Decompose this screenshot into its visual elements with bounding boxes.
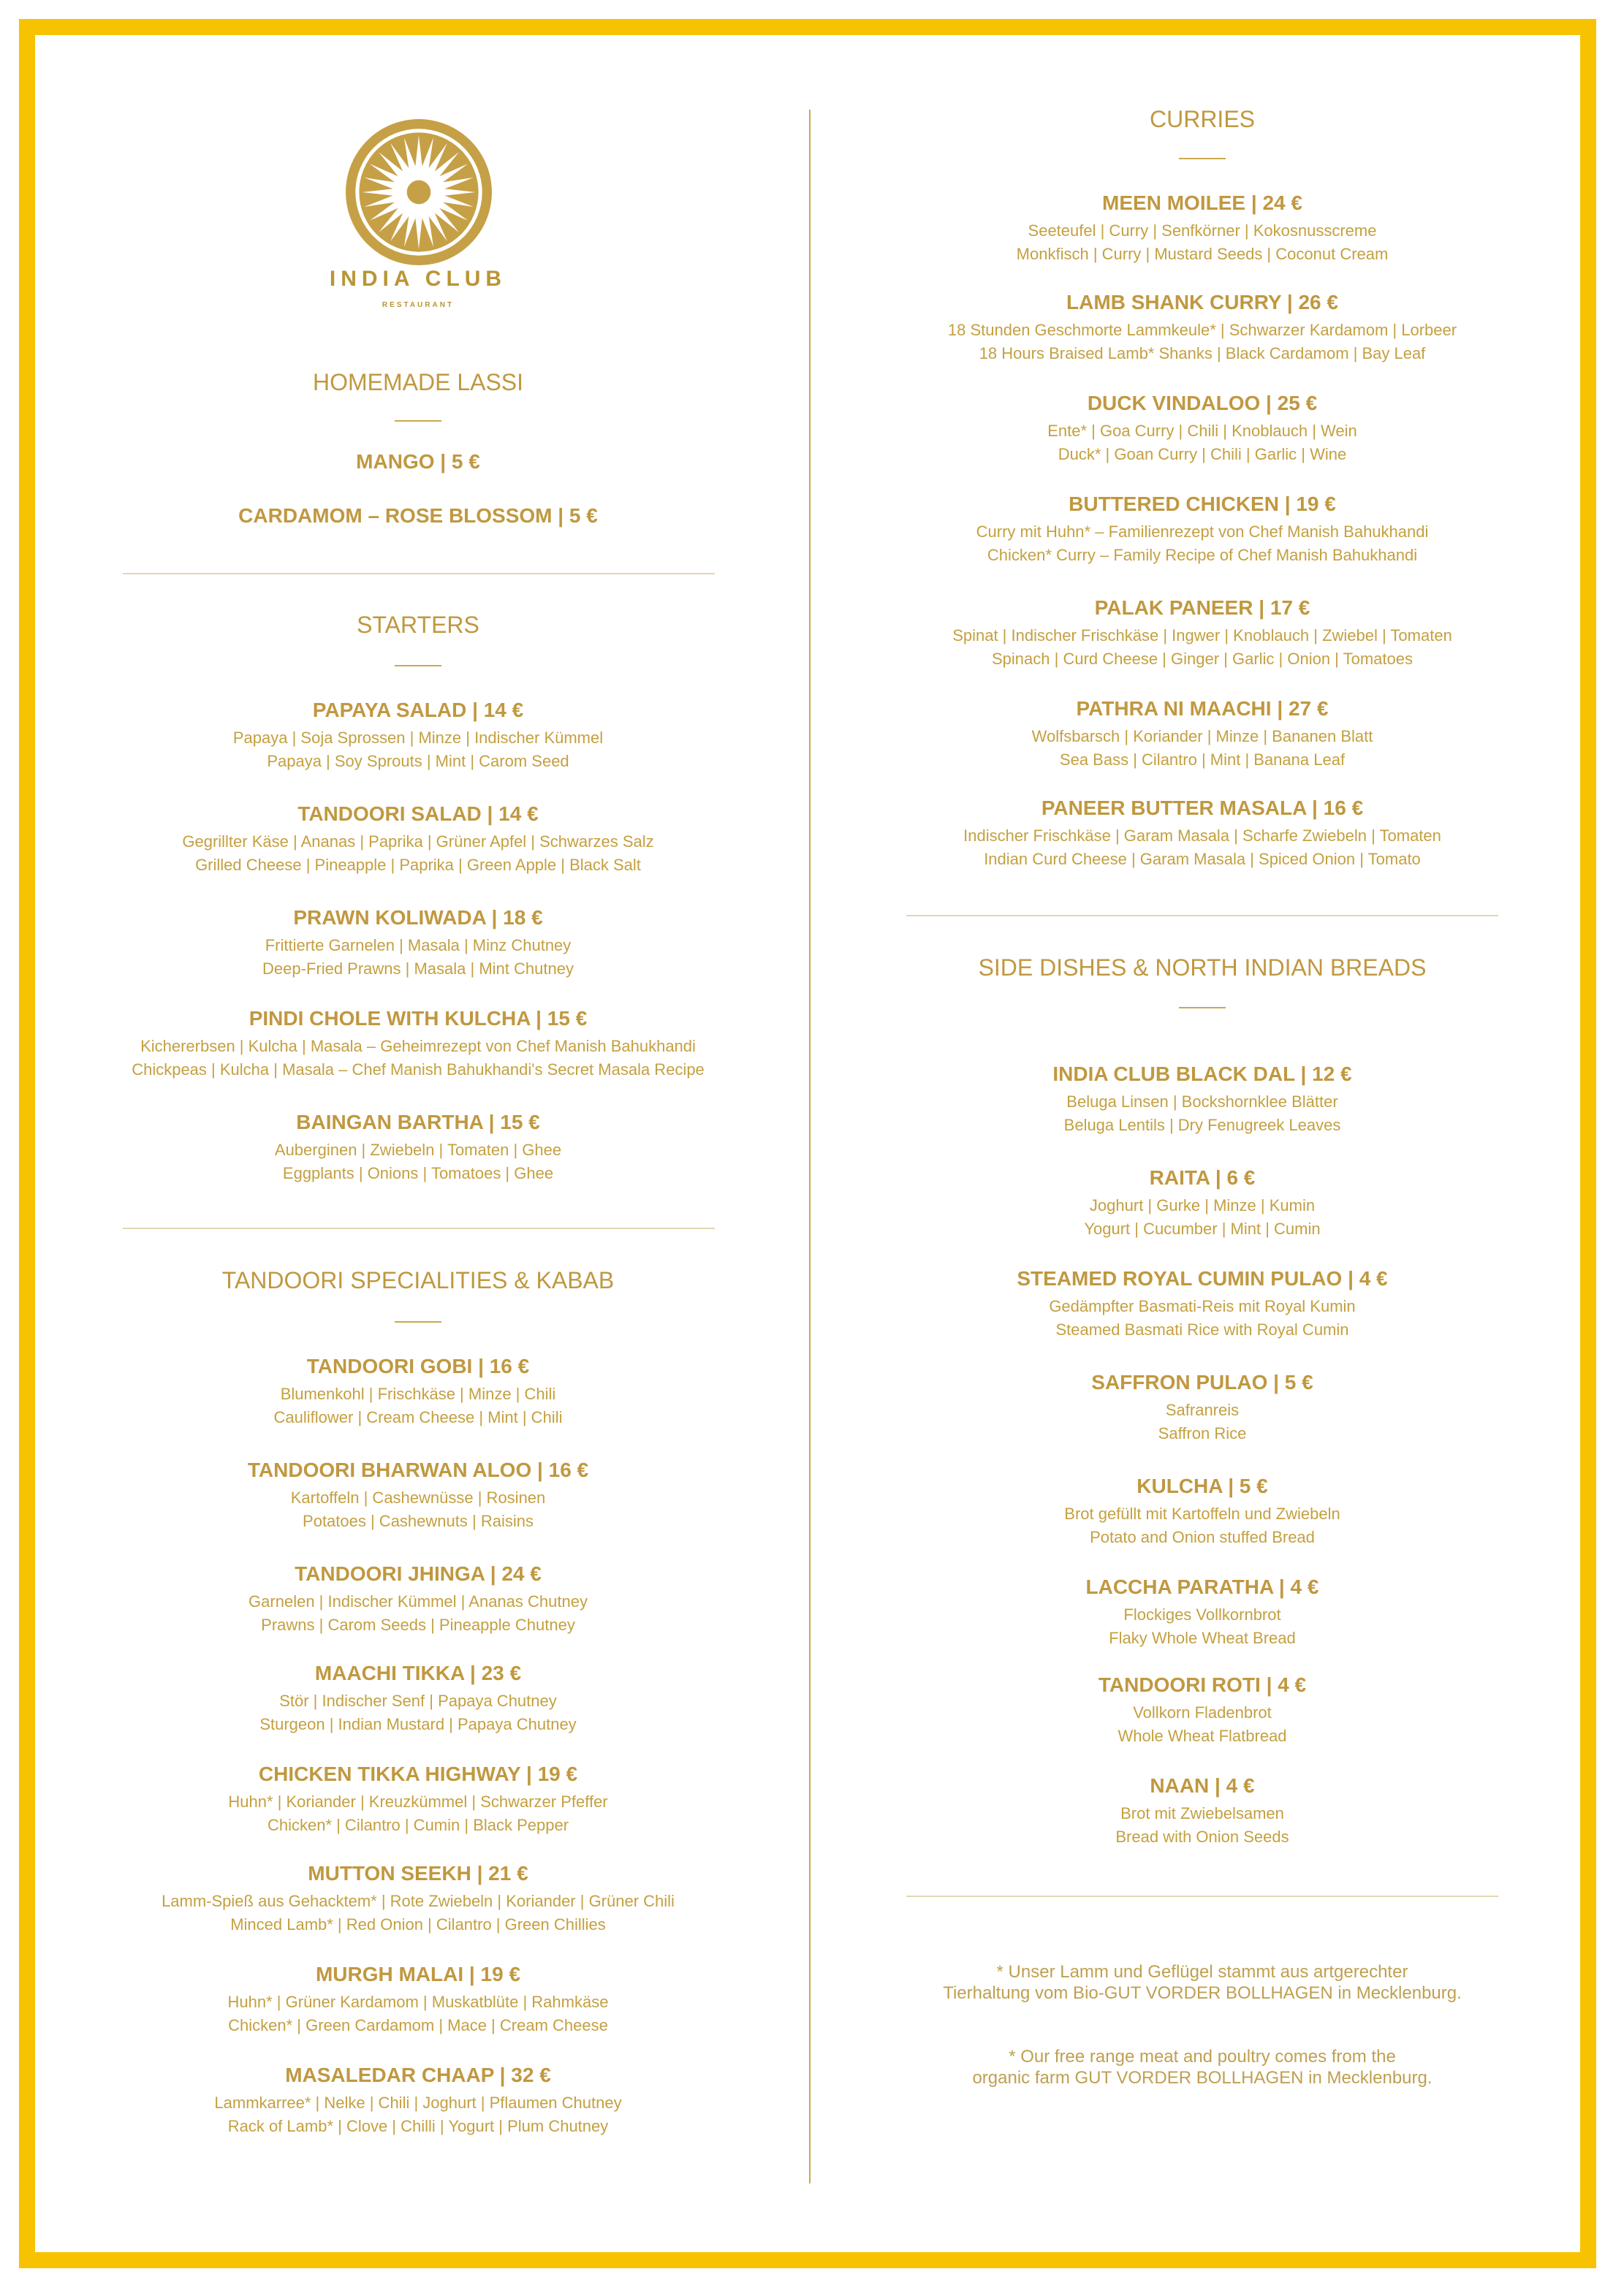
dish-description-de: Papaya | Soja Sprossen | Minze | Indischer Kümmel [232, 729, 604, 747]
dish-description-de: Brot gefüllt mit Kartoffeln und Zwiebeln [1064, 1505, 1340, 1523]
section-title-lassi: HOMEMADE LASSI [312, 369, 524, 395]
dish-description-en: 18 Hours Braised Lamb* Shanks | Black Cardamom | Bay Leaf [979, 344, 1426, 362]
dish-description-de: Kartoffeln | Cashewnüsse | Rosinen [290, 1489, 546, 1507]
dish-description-en: Rack of Lamb* | Clove | Chilli | Yogurt | Plum Chutney [227, 2117, 609, 2135]
dish-name: LACCHA PARATHA | 4 € [1085, 1575, 1319, 1598]
dish-name: PAPAYA SALAD | 14 € [312, 699, 524, 721]
section-title-sides: SIDE DISHES & NORTH INDIAN BREADS [978, 954, 1427, 981]
dish-name: BUTTERED CHICKEN | 19 € [1069, 493, 1336, 515]
dish-name: MUTTON SEEKH | 21 € [308, 1862, 528, 1885]
footnote-de-line1: * Unser Lamm und Geflügel stammt aus artgerechter [996, 1962, 1408, 1982]
dish-description-en: Chicken* Curry – Family Recipe of Chef Manish Bahukhandi [987, 546, 1418, 564]
dish-description-en: Prawns | Carom Seeds | Pineapple Chutney [261, 1616, 575, 1634]
dish-description-de: Lammkarree* | Nelke | Chili | Joghurt | Pflaumen Chutney [214, 2094, 622, 2112]
dish-description-de: Seeteufel | Curry | Senfkörner | Kokosnusscreme [1028, 221, 1377, 240]
horizontal-divider [906, 1896, 1498, 1897]
dish-description-en: Steamed Basmati Rice with Royal Cumin [1055, 1320, 1349, 1339]
dish-name: LAMB SHANK CURRY | 26 € [1066, 291, 1338, 313]
dish-description-en: Duck* | Goan Curry | Chili | Garlic | Wine [1058, 445, 1347, 463]
dish-name: PRAWN KOLIWADA | 18 € [293, 906, 543, 929]
dish-description-en: Spinach | Curd Cheese | Ginger | Garlic | Onion | Tomatoes [992, 650, 1413, 668]
dish-description-de: Wolfsbarsch | Koriander | Minze | Bananen Blatt [1031, 727, 1373, 745]
dish-description-en: Potato and Onion stuffed Bread [1090, 1528, 1315, 1546]
dish-description-en: Deep-Fried Prawns | Masala | Mint Chutney [262, 959, 574, 978]
dish-description-en: Chicken* | Cilantro | Cumin | Black Pepper [267, 1816, 569, 1834]
dish-description-de: Huhn* | Koriander | Kreuzkümmel | Schwarzer Pfeffer [228, 1793, 608, 1811]
dish-description-de: Safranreis [1165, 1401, 1240, 1419]
section-rule [1179, 158, 1226, 159]
dish-description-en: Papaya | Soy Sprouts | Mint | Carom Seed [267, 752, 569, 770]
dish-description-de: Joghurt | Gurke | Minze | Kumin [1089, 1196, 1316, 1214]
dish-description-en: Chicken* | Green Cardamom | Mace | Cream Cheese [228, 2016, 608, 2034]
dish-name: DUCK VINDALOO | 25 € [1087, 392, 1318, 414]
dish-description-de: Spinat | Indischer Frischkäse | Ingwer | Knoblauch | Zwiebel | Tomaten [952, 626, 1452, 645]
dish-description-en: Whole Wheat Flatbread [1118, 1727, 1287, 1745]
dish-description-en: Saffron Rice [1158, 1424, 1247, 1442]
horizontal-divider [123, 573, 715, 574]
dish-description-de: Garnelen | Indischer Kümmel | Ananas Chutney [248, 1592, 588, 1611]
horizontal-divider [906, 915, 1498, 916]
dish-name: PALAK PANEER | 17 € [1094, 596, 1310, 619]
footnote-en-line2: organic farm GUT VORDER BOLLHAGEN in Mecklenburg. [972, 2068, 1433, 2088]
dish-name: TANDOORI JHINGA | 24 € [295, 1562, 542, 1585]
dish-description-de: Auberginen | Zwiebeln | Tomaten | Ghee [274, 1141, 562, 1159]
dish-description-en: Grilled Cheese | Pineapple | Paprika | Green Apple | Black Salt [195, 856, 641, 874]
dish-description-en: Monkfisch | Curry | Mustard Seeds | Coconut Cream [1016, 245, 1389, 263]
lassi-item-mango: MANGO | 5 € [356, 450, 480, 473]
dish-name: TANDOORI GOBI | 16 € [306, 1355, 530, 1377]
dish-description-de: Flockiges Vollkornbrot [1123, 1605, 1281, 1624]
dish-description-en: Sea Bass | Cilantro | Mint | Banana Leaf [1059, 750, 1346, 769]
dish-description-de: Blumenkohl | Frischkäse | Minze | Chili [280, 1385, 556, 1403]
dish-name: STEAMED ROYAL CUMIN PULAO | 4 € [1017, 1267, 1388, 1290]
dish-description-en: Cauliflower | Cream Cheese | Mint | Chili [273, 1408, 563, 1426]
dish-description-de: 18 Stunden Geschmorte Lammkeule* | Schwarzer Kardamom | Lorbeer [947, 321, 1457, 339]
dish-description-en: Flaky Whole Wheat Bread [1109, 1629, 1296, 1647]
section-rule [1179, 1007, 1226, 1008]
dish-name: PATHRA NI MAACHI | 27 € [1076, 697, 1329, 720]
dish-name: PINDI CHOLE WITH KULCHA | 15 € [248, 1007, 588, 1030]
dish-description-en: Chickpeas | Kulcha | Masala – Chef Manish Bahukhandi's Secret Masala Recipe [132, 1060, 705, 1079]
dish-name: TANDOORI SALAD | 14 € [297, 802, 539, 825]
section-rule [395, 420, 441, 422]
footnote-de-line2: Tierhaltung vom Bio-GUT VORDER BOLLHAGEN in Mecklenburg. [943, 1983, 1462, 2003]
section-title-curries: CURRIES [1149, 106, 1255, 132]
dish-name: PANEER BUTTER MASALA | 16 € [1041, 797, 1364, 819]
dish-description-de: Curry mit Huhn* – Familienrezept von Chef Manish Bahukhandi [976, 522, 1429, 541]
dish-name: KULCHA | 5 € [1137, 1475, 1268, 1497]
brand-subtitle: RESTAURANT [382, 301, 455, 309]
dish-name: MASALEDAR CHAAP | 32 € [285, 2064, 551, 2086]
horizontal-divider [123, 1228, 715, 1229]
dish-description-de: Gegrillter Käse | Ananas | Paprika | Grüner Apfel | Schwarzes Salz [182, 832, 654, 851]
dish-description-en: Indian Curd Cheese | Garam Masala | Spiced Onion | Tomato [984, 850, 1421, 868]
column-divider [809, 110, 811, 2183]
dish-description-de: Gedämpfter Basmati-Reis mit Royal Kumin [1049, 1297, 1356, 1315]
dish-description-de: Kichererbsen | Kulcha | Masala – Geheimrezept von Chef Manish Bahukhandi [140, 1037, 696, 1055]
section-rule [395, 665, 441, 666]
dish-name: SAFFRON PULAO | 5 € [1091, 1371, 1313, 1394]
dish-description-en: Yogurt | Cucumber | Mint | Cumin [1084, 1220, 1321, 1238]
ashoka-chakra-logo-icon [344, 118, 493, 267]
dish-name: BAINGAN BARTHA | 15 € [296, 1111, 540, 1133]
section-title-starters: STARTERS [357, 612, 479, 638]
dish-name: MAACHI TIKKA | 23 € [314, 1662, 522, 1684]
dish-name: NAAN | 4 € [1150, 1774, 1255, 1797]
dish-name: RAITA | 6 € [1149, 1166, 1256, 1189]
dish-description-en: Minced Lamb* | Red Onion | Cilantro | Green Chillies [230, 1915, 606, 1934]
section-title-tandoori: TANDOORI SPECIALITIES & KABAB [221, 1267, 615, 1293]
brand-name: INDIA CLUB [329, 267, 507, 291]
dish-name: TANDOORI ROTI | 4 € [1098, 1673, 1307, 1696]
dish-description-de: Ente* | Goa Curry | Chili | Knoblauch | Wein [1047, 422, 1357, 440]
dish-description-de: Indischer Frischkäse | Garam Masala | Scharfe Zwiebeln | Tomaten [963, 826, 1441, 845]
dish-description-de: Vollkorn Fladenbrot [1133, 1703, 1272, 1722]
dish-description-en: Beluga Lentils | Dry Fenugreek Leaves [1063, 1116, 1341, 1134]
dish-name: CHICKEN TIKKA HIGHWAY | 19 € [258, 1763, 578, 1785]
section-rule [395, 1321, 441, 1323]
dish-name: INDIA CLUB BLACK DAL | 12 € [1052, 1063, 1352, 1085]
dish-description-de: Stör | Indischer Senf | Papaya Chutney [279, 1692, 557, 1710]
dish-description-de: Brot mit Zwiebelsamen [1120, 1804, 1284, 1822]
dish-description-de: Beluga Linsen | Bockshornklee Blätter [1066, 1092, 1338, 1111]
dish-description-en: Sturgeon | Indian Mustard | Papaya Chutney [259, 1715, 577, 1733]
dish-description-en: Bread with Onion Seeds [1115, 1828, 1289, 1846]
dish-description-de: Frittierte Garnelen | Masala | Minz Chutney [265, 936, 572, 954]
dish-description-en: Eggplants | Onions | Tomatoes | Ghee [282, 1164, 554, 1182]
dish-name: MEEN MOILEE | 24 € [1102, 191, 1302, 214]
lassi-item-cardamom: CARDAMOM – ROSE BLOSSOM | 5 € [238, 504, 598, 527]
footnote-en-line1: * Our free range meat and poultry comes from the [1009, 2047, 1396, 2067]
dish-name: TANDOORI BHARWAN ALOO | 16 € [247, 1459, 589, 1481]
dish-name: MURGH MALAI | 19 € [315, 1963, 521, 1985]
dish-description-de: Lamm-Spieß aus Gehacktem* | Rote Zwiebeln | Koriander | Grüner Chili [162, 1892, 675, 1910]
dish-description-de: Huhn* | Grüner Kardamom | Muskatblüte | Rahmkäse [227, 1993, 609, 2011]
dish-description-en: Potatoes | Cashewnuts | Raisins [303, 1512, 534, 1530]
